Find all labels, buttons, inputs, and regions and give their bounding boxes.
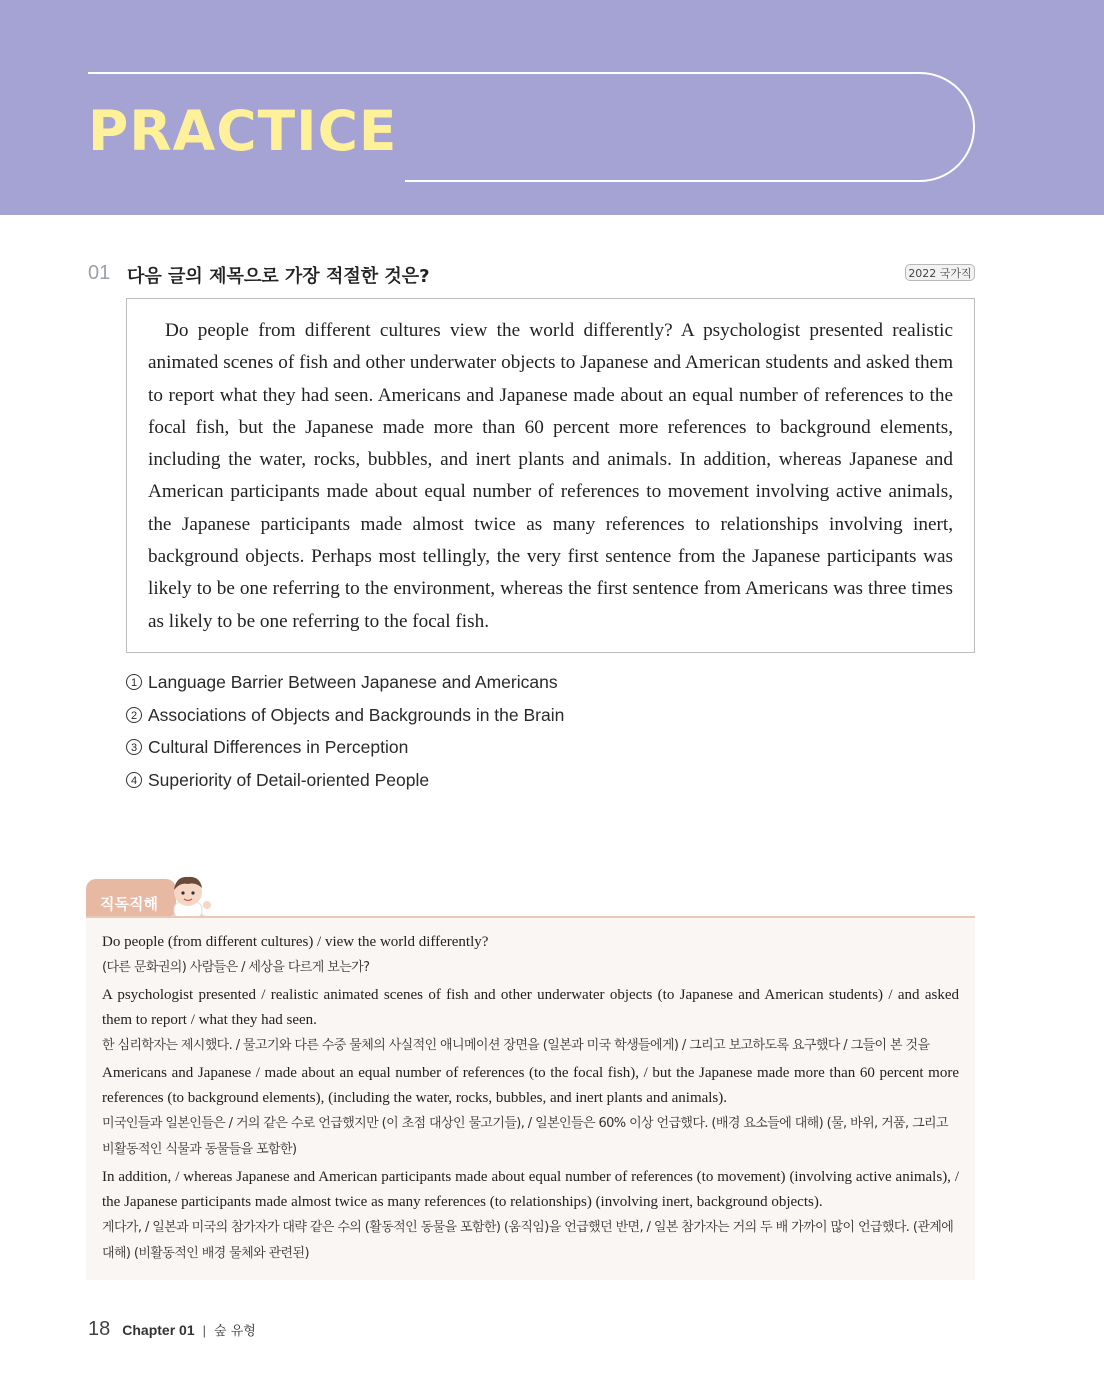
reading-en-line: A psychologist presented / realistic animated scenes of fish and other underwater objects (to Japanese and American students) / and asked them to report / what they had seen. bbox=[102, 987, 959, 1028]
answer-choices bbox=[126, 666, 564, 796]
choice-1[interactable] bbox=[126, 666, 564, 699]
choice-text: Superiority of Detail-oriented People bbox=[148, 769, 430, 790]
passage-box bbox=[126, 298, 975, 653]
reading-en-line: Do people (from different cultures) / view the world differently? bbox=[102, 934, 489, 950]
choice-text: Associations of Objects and Backgrounds in the Brain bbox=[148, 704, 565, 725]
reading-en-line: Americans and Japanese / made about an equal number of references (to the focal fish), / but the Japanese made more than 60 percent more references (to background elements), (including the water, rocks, bubbles, and inert plants and animals). bbox=[102, 1065, 959, 1106]
choice-number: 4 bbox=[126, 772, 142, 788]
choice-number: 1 bbox=[126, 674, 142, 690]
reading-ko-line: 게다가, / 일본과 미국의 참가자가 대략 같은 수의 (활동적인 동물을 포함한) (움직임)을 언급했던 반면, / 일본 참가자는 거의 두 배 가까이 많이 언급했다. (관계에 대해) (비활동적인 배경 물체와 관련된) bbox=[102, 1220, 954, 1261]
reading-ko-line: 한 심리학자는 제시했다. / 물고기와 다른 수중 물체의 사실적인 애니메이션 장면을 (일본과 미국 학생들에게) / 그리고 보고하도록 요구했다 / 그들이 본 것을 bbox=[102, 1038, 930, 1053]
reading-ko-line: (다른 문화권의) 사람들은 / 세상을 다르게 보는가? bbox=[102, 960, 370, 975]
reading-ko-line: 미국인들과 일본인들은 / 거의 같은 수로 언급했지만 (이 초점 대상인 물고기들), / 일본인들은 60% 이상 언급했다. (배경 요소들에 대해) (물, 바위, 거품, 그리고 비활동적인 식물과 동물들을 포함한) bbox=[102, 1116, 948, 1157]
source-badge: 2022 국가직 bbox=[905, 264, 975, 281]
reading-en-line: In addition, / whereas Japanese and American participants made about equal number of references (to movement) (involving active animals), / the Japanese participants made almost twice as many references (to relationships) (involving inert, background objects). bbox=[102, 1169, 959, 1210]
chapter-subtitle: 숲 유형 bbox=[214, 1324, 256, 1339]
choice-2[interactable] bbox=[126, 699, 564, 732]
question-text: 다음 글의 제목으로 가장 적절한 것은? bbox=[127, 266, 430, 287]
question-number: 01 bbox=[88, 262, 111, 284]
choice-3[interactable] bbox=[126, 731, 564, 764]
direct-reading-box bbox=[86, 918, 975, 1280]
choice-text: Language Barrier Between Japanese and Americans bbox=[148, 672, 558, 692]
chapter-label: Chapter 01 bbox=[122, 1322, 195, 1338]
page-footer bbox=[88, 1318, 256, 1341]
footer-separator: | bbox=[202, 1323, 206, 1338]
direct-reading-label: 직독직해 bbox=[100, 895, 158, 913]
choice-number: 3 bbox=[126, 739, 142, 755]
page-title: PRACTICE bbox=[88, 99, 398, 163]
choice-text: Cultural Differences in Perception bbox=[148, 737, 409, 757]
page-number: 18 bbox=[88, 1318, 111, 1340]
passage-text: Do people from different cultures view the world differently? A psychologist presented realistic animated scenes of fish and other underwater objects to Japanese and American students and asked them to report what they had seen. Americans and Japanese made about an equal number of references to the focal fish, but the Japanese made more than 60 percent more references to background elements, including the water, rocks, bubbles, and inert plants and animals. In addition, whereas Japanese and American participants made about equal number of references to movement involving active animals, the Japanese participants made almost twice as many references to relationships involving inert, background objects. Perhaps most tellingly, the very first sentence from the Japanese participants was likely to be one referring to the environment, whereas the first sentence from Americans was three times as likely to be one referring to the focal fish. bbox=[148, 320, 953, 632]
character-illustration-icon bbox=[166, 872, 216, 920]
choice-4[interactable] bbox=[126, 764, 564, 797]
header-banner bbox=[0, 0, 1104, 215]
choice-number: 2 bbox=[126, 707, 142, 723]
